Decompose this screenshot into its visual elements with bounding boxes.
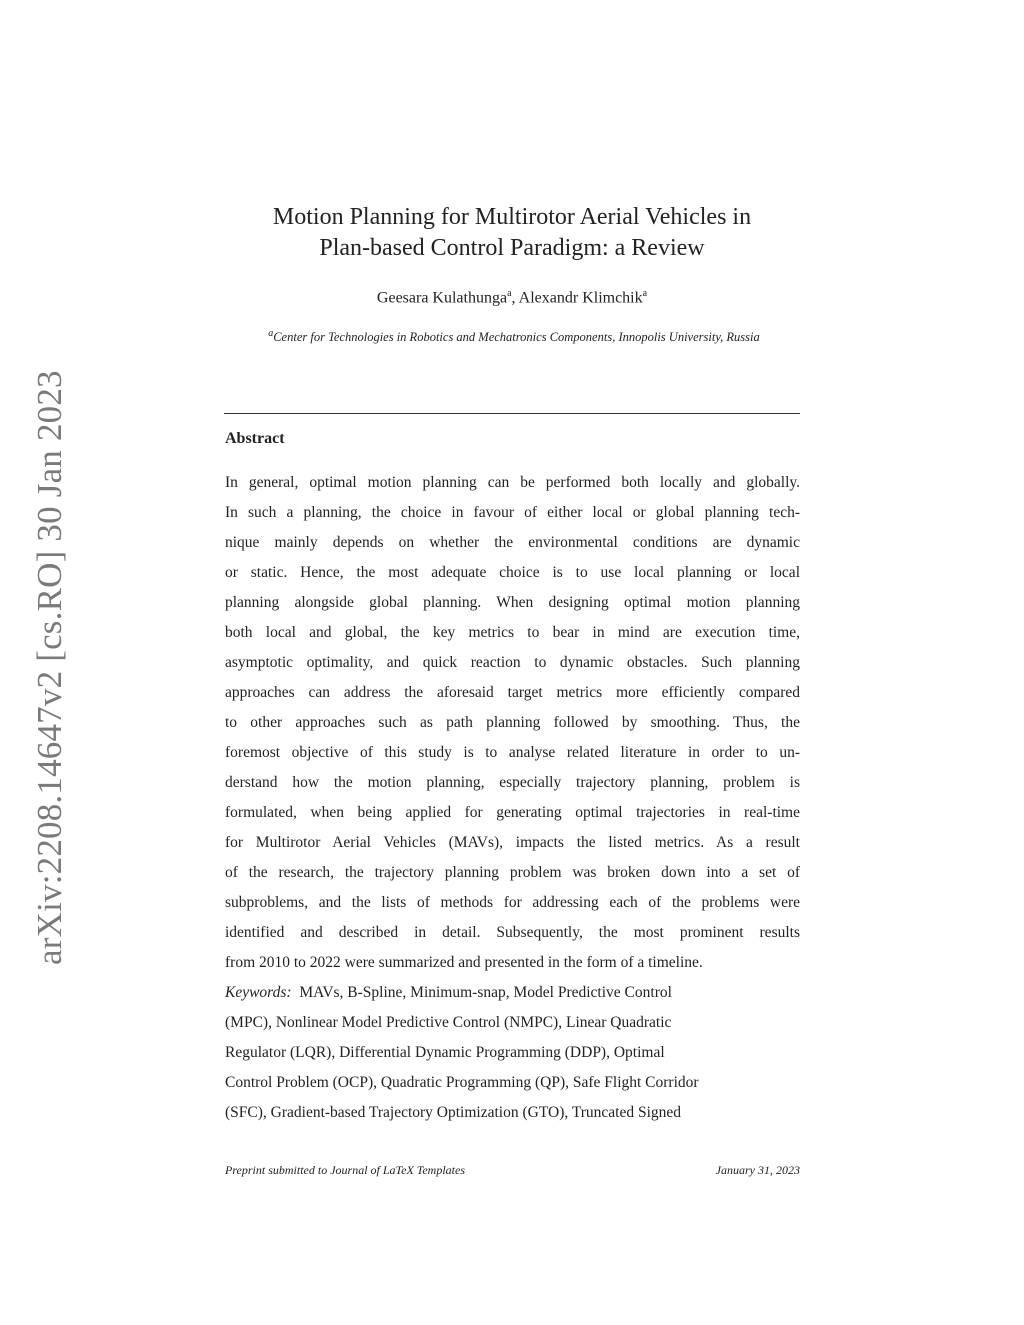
abstract-line: or static. Hence, the most adequate choice is to use local planning or local xyxy=(225,564,800,581)
keywords-text: MAVs, B-Spline, Minimum-snap, Model Predictive Control xyxy=(299,984,672,1001)
abstract-line: formulated, when being applied for generating optimal trajectories in real-time xyxy=(225,804,800,821)
abstract-line: for Multirotor Aerial Vehicles (MAVs), impacts the listed metrics. As a result xyxy=(225,834,800,851)
affiliation-mark: a xyxy=(268,328,274,339)
keywords-line: Control Problem (OCP), Quadratic Programming (QP), Safe Flight Corridor xyxy=(225,1074,699,1091)
keywords-label: Keywords: xyxy=(225,984,292,1001)
abstract-line: In general, optimal motion planning can be performed both locally and globally. xyxy=(225,474,800,491)
preprint-footer: Preprint submitted to Journal of LaTeX Templates xyxy=(225,1163,466,1177)
abstract-body xyxy=(225,468,800,978)
affiliation xyxy=(228,325,800,346)
author-name: Geesara Kulathunga xyxy=(376,289,508,307)
author-separator: , xyxy=(511,289,519,307)
paper-title xyxy=(0,202,1024,264)
keywords-line: (SFC), Gradient-based Trajectory Optimization (GTO), Truncated Signed xyxy=(225,1104,682,1121)
title-line-2: Plan-based Control Paradigm: a Review xyxy=(319,235,705,261)
abstract-line: foremost objective of this study is to analyse related literature in order to un- xyxy=(225,744,800,761)
abstract-line: In such a planning, the choice in favour of either local or global planning tech- xyxy=(225,504,800,521)
abstract-line: from 2010 to 2022 were summarized and presented in the form of a timeline. xyxy=(225,954,703,971)
abstract-line: identified and described in detail. Subsequently, the most prominent results xyxy=(225,924,800,941)
horizontal-rule xyxy=(224,413,800,414)
affiliation-text: Center for Technologies in Robotics and Mechatronics Components, Innopolis University, Russia xyxy=(273,330,760,345)
author-list xyxy=(0,288,1024,307)
abstract-line: asymptotic optimality, and quick reaction to dynamic obstacles. Such planning xyxy=(225,654,800,671)
abstract-line: subproblems, and the lists of methods for addressing each of the problems were xyxy=(225,894,800,911)
abstract-line: derstand how the motion planning, especially trajectory planning, problem is xyxy=(225,774,800,791)
abstract-line: nique mainly depends on whether the environmental conditions are dynamic xyxy=(225,534,800,551)
abstract-heading: Abstract xyxy=(225,430,285,447)
abstract-line: to other approaches such as path planning followed by smoothing. Thus, the xyxy=(225,714,800,731)
affiliation-mark: a xyxy=(507,288,512,299)
affiliation-mark: a xyxy=(642,288,648,299)
keywords-line: Regulator (LQR), Differential Dynamic Programming (DDP), Optimal xyxy=(225,1044,665,1061)
keywords-block xyxy=(225,978,800,1128)
keywords-line xyxy=(225,978,800,1008)
footer-date: January 31, 2023 xyxy=(715,1163,800,1177)
arxiv-identifier-stamp: arXiv:2208.14647v2 [cs.RO] 30 Jan 2023 xyxy=(30,370,69,965)
keywords-line: (MPC), Nonlinear Model Predictive Control (NMPC), Linear Quadratic xyxy=(225,1014,672,1031)
abstract-line: of the research, the trajectory planning problem was broken down into a set of xyxy=(225,864,800,881)
abstract-line: both local and global, the key metrics to bear in mind are execution time, xyxy=(225,624,800,641)
abstract-line: approaches can address the aforesaid target metrics more efficiently compared xyxy=(225,684,800,701)
author-name: Alexandr Klimchik xyxy=(518,289,643,307)
abstract-line: planning alongside global planning. When designing optimal motion planning xyxy=(225,594,800,611)
title-line-1: Motion Planning for Multirotor Aerial Vehicles in xyxy=(272,204,752,230)
